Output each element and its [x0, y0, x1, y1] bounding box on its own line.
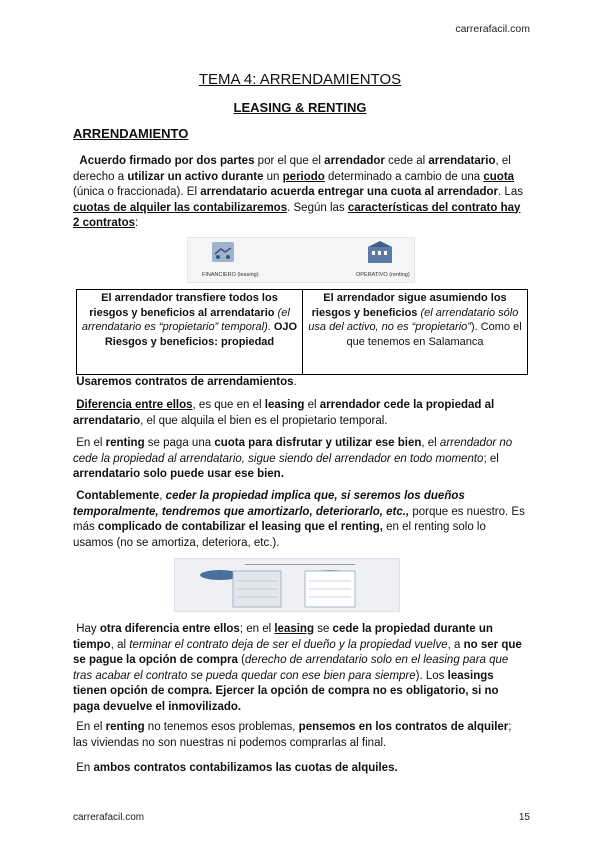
text-bold: no ser que se pague la opción de compra [73, 638, 522, 666]
accounting-diagram-illustration [175, 559, 399, 611]
text: . [267, 321, 274, 333]
text-bold: arrendador cede la propiedad al arrendatario [73, 399, 495, 427]
text-bold-underline: características del contrato hay 2 contratos [73, 201, 521, 229]
footer-site: carrerafacil.com [73, 812, 145, 823]
text-bold-underline: periodo [282, 170, 325, 183]
text: en el renting solo lo usamos (no se amortiza, deteriora, etc.). [73, 521, 486, 549]
text-bold-italic: ceder la propiedad implica que, si seremos los dueños temporalmente, tendremos que amortizarlo, deteriorarlo, etc., [73, 490, 465, 518]
text-bold-underline: cuotas de alquiler las contabilizaremos [73, 201, 288, 214]
text: porque es nuestro. Es más [73, 505, 525, 533]
text-bold: renting [105, 721, 145, 733]
table-cell-renting [302, 290, 527, 374]
text: . [293, 376, 297, 388]
figure-label-leasing: FINANCIERO (leasing) [202, 272, 259, 278]
text: . Las [498, 186, 523, 198]
paragraph-purchase-option [73, 622, 528, 715]
text: , el derecho a [73, 155, 511, 183]
figure-contract-types [187, 237, 415, 283]
text: por el que el [254, 155, 325, 167]
paragraph-both-contracts [73, 761, 528, 777]
text-bold: arrendador [324, 155, 385, 167]
text-bold: renting [105, 437, 145, 449]
text-italic: terminar el contrato deja de ser el dueño y la propiedad vuelve [129, 638, 448, 651]
text-bold: cede la propiedad durante un tiempo [73, 623, 493, 651]
comparison-table [76, 289, 528, 375]
text: , es que en el [192, 399, 265, 411]
text: se paga una [144, 437, 215, 449]
paragraph-renting-problems [73, 720, 528, 751]
text: Hay [76, 623, 100, 635]
paragraph-accounting [73, 489, 528, 551]
text-bold: utilizar un activo durante [127, 170, 264, 183]
page-subtitle: LEASING & RENTING [233, 100, 367, 115]
table-cell-leasing [77, 290, 302, 374]
handshake-icon [212, 242, 234, 262]
text-bold-underline: leasing [274, 623, 314, 635]
text: un [263, 170, 283, 183]
text: se [314, 623, 333, 635]
text-bold: otra diferencia entre ellos [99, 623, 240, 635]
text-bold: El arrendador sigue asumiendo los riesgos y beneficios [311, 292, 507, 319]
text-bold: arrendatario acuerda entregar una cuota al arrendador [200, 186, 499, 198]
text-bold: leasings tienen opción de compra. Ejercer la opción de compra no es obligatorio, si no paga devuelve el inmovilizado. [73, 669, 499, 713]
text-italic: arrendador no cede la propiedad al arrendatario, sigue siendo del arrendador en todo momento [73, 437, 513, 465]
text: : [135, 217, 139, 229]
figure-label-renting: OPERATIVO (renting) [356, 272, 410, 278]
text: el [304, 399, 320, 411]
text: , [159, 490, 166, 502]
text: En el [76, 721, 106, 733]
text-bold: leasing [264, 399, 305, 411]
text-bold: pensemos en los contratos de alquiler [298, 721, 509, 733]
text: En el [76, 437, 106, 449]
text: no tenemos esos problemas, [144, 721, 299, 733]
figure-accounting-diagram [174, 558, 400, 612]
text-bold: Contablemente [76, 490, 160, 502]
text: (única o fraccionada). El [73, 186, 201, 198]
paragraph-renting [73, 436, 528, 483]
text-italic: (el arrendatario sólo usa del activo, no es “propietario” [308, 306, 519, 333]
text-bold-underline: Diferencia entre ellos [76, 399, 193, 411]
text: ). Como el que tenemos en Salamanca [346, 321, 522, 348]
text: . Según las [287, 201, 348, 214]
diagram-heading-line [245, 560, 355, 565]
page-title: TEMA 4: ARRENDAMIENTOS [198, 71, 402, 88]
paragraph-usage [73, 375, 528, 391]
text-bold: Usaremos contratos de arrendamientos [76, 376, 294, 388]
text: ; en el [239, 623, 275, 635]
text: cede al [384, 155, 429, 167]
text-bold: ambos contratos contabilizamos las cuotas de alquiles. [93, 762, 398, 774]
text: , el que alquila el bien es el propietario temporal. [140, 414, 388, 427]
text-bold-underline: cuota [483, 170, 515, 183]
page-number: 15 [518, 812, 530, 823]
text-bold: complicado de contabilizar el leasing que el renting, [97, 521, 383, 533]
text-bold: cuota para disfrutar y utilizar ese bien [214, 437, 422, 449]
text: ; las viviendas no son nuestras ni podemos comprarlas al final. [73, 721, 512, 749]
building-icon [368, 241, 392, 263]
text: ; el [483, 452, 499, 465]
text: , el [421, 437, 440, 449]
text: ). Los [415, 669, 448, 682]
text-bold: arrendatario [428, 155, 496, 167]
text-italic: (el arrendatario es “propietario” temporal) [81, 306, 290, 333]
text-bold: OJO Riesgos y beneficios: propiedad [104, 321, 298, 348]
text-italic: derecho de arrendatario solo en el leasing para que tras acabar el contrato se pueda quedar con ese bien para siempre [73, 654, 509, 682]
paragraph-difference [73, 398, 528, 429]
text: En [76, 762, 94, 774]
paragraph-definition [73, 154, 528, 232]
text: determinado a cambio de una [324, 170, 484, 183]
text: ( [237, 654, 245, 666]
text-bold: arrendatario solo puede usar ese bien. [73, 468, 284, 480]
text: , al [110, 638, 130, 651]
header-site: carrerafacil.com [455, 23, 530, 35]
text-bold: Acuerdo firmado por dos partes [79, 155, 255, 167]
text-bold: El arrendador transfiere todos los riesgos y beneficios al arrendatario [89, 292, 278, 319]
text: , a [447, 638, 464, 651]
section-heading: ARRENDAMIENTO [73, 126, 189, 141]
